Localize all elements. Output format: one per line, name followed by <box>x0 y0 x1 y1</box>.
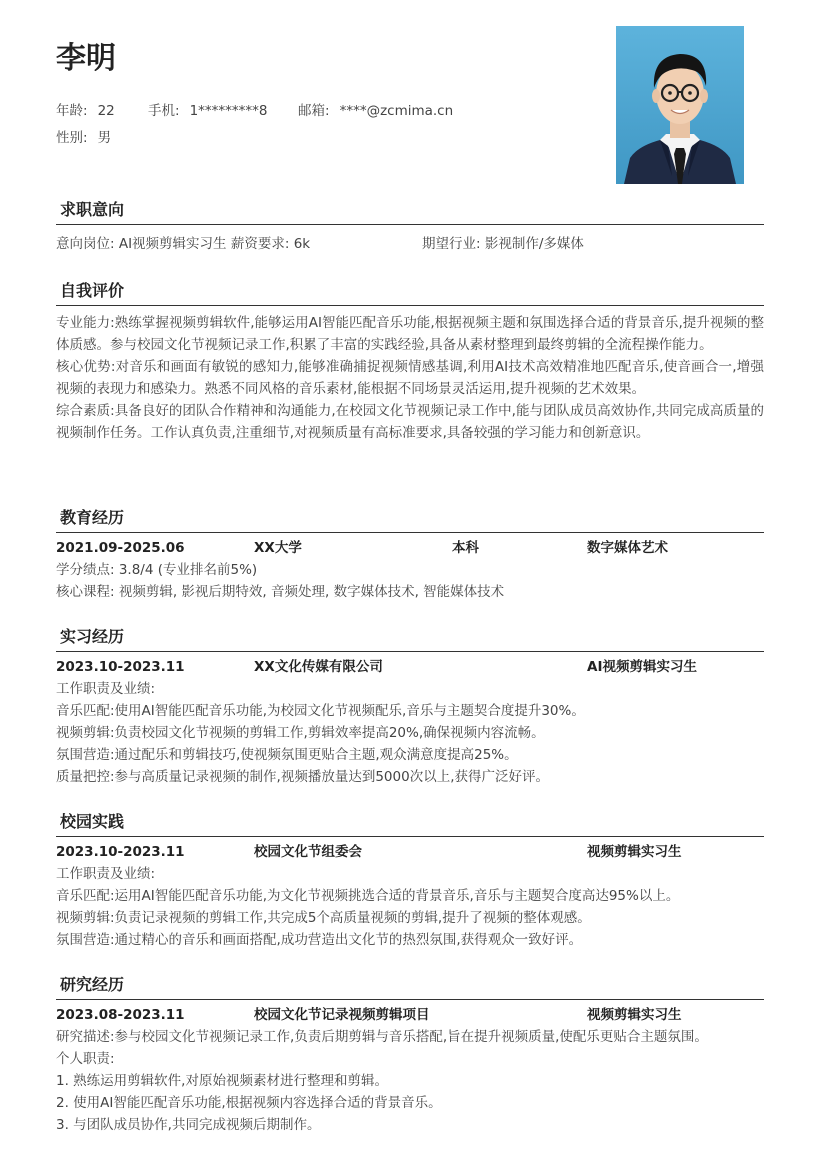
campus-practice-section <box>56 810 764 951</box>
gender-label: 性别: <box>56 130 88 146</box>
internship-role: AI视频剪辑实习生 <box>587 659 697 675</box>
research-line: 3. 与团队成员协作,共同完成视频后期制作。 <box>56 1117 321 1133</box>
internship-period: 2023.10-2023.11 <box>56 659 185 675</box>
age-field <box>56 101 148 121</box>
internship-title: 实习经历 <box>56 625 764 652</box>
campus-role: 视频剪辑实习生 <box>587 844 682 860</box>
research-line: 2. 使用AI智能匹配音乐功能,根据视频内容选择合适的背景音乐。 <box>56 1095 442 1111</box>
campus-header-row <box>56 841 764 863</box>
internship-header-row <box>56 656 764 678</box>
campus-line: 工作职责及业绩: <box>56 866 156 882</box>
candidate-name: 李明 <box>56 41 116 76</box>
research-role: 视频剪辑实习生 <box>587 1007 682 1023</box>
research-header-row <box>56 1004 764 1026</box>
education-section <box>56 506 764 603</box>
personal-info-row-1 <box>56 101 453 121</box>
internship-line: 音乐匹配:使用AI智能匹配音乐功能,为校园文化节视频配乐,音乐与主题契合度提升30%。 <box>56 703 585 719</box>
job-intent-row <box>56 233 764 255</box>
research-title: 研究经历 <box>56 973 764 1000</box>
job-intent-title: 求职意向 <box>56 198 764 225</box>
campus-org: 校园文化节组委会 <box>254 844 362 860</box>
education-title: 教育经历 <box>56 506 764 533</box>
job-intent-section <box>56 198 764 255</box>
internship-line: 视频剪辑:负责校园文化节视频的剪辑工作,剪辑效率提高20%,确保视频内容流畅。 <box>56 725 545 741</box>
campus-line: 氛围营造:通过精心的音乐和画面搭配,成功营造出文化节的热烈氛围,获得观众一致好评。 <box>56 932 583 948</box>
internship-line: 质量把控:参与高质量记录视频的制作,视频播放量达到5000次以上,获得广泛好评。 <box>56 769 549 785</box>
salary-expectation: 薪资要求: 6k <box>230 236 311 252</box>
education-header-row <box>56 537 764 559</box>
self-evaluation-section <box>56 279 764 444</box>
personal-info-row-2 <box>56 128 111 148</box>
campus-line: 视频剪辑:负责记录视频的剪辑工作,共完成5个高质量视频的剪辑,提升了视频的整体观感。 <box>56 910 591 926</box>
email-field <box>298 101 453 121</box>
internship-company: XX文化传媒有限公司 <box>254 659 383 675</box>
profile-photo <box>616 26 744 184</box>
self-evaluation-title: 自我评价 <box>56 279 764 306</box>
phone-field <box>148 101 298 121</box>
self-evaluation-strengths: 核心优势:对音乐和画面有敏锐的感知力,能够准确捕捉视频情感基调,利用AI技术高效精准地匹配音乐,使音画合一,增强视频的表现力和感染力。熟悉不同风格的音乐素材,能根据不同场景灵活运用,提升视频的艺术效果。 <box>56 359 764 397</box>
self-evaluation-professional: 专业能力:熟练掌握视频剪辑软件,能够运用AI智能匹配音乐功能,根据视频主题和氛围选择合适的背景音乐,提升视频的整体质感。参与校园文化节视频记录工作,积累了丰富的实践经验,具备从素材整理到最终剪辑的全流程操作能力。 <box>56 315 764 353</box>
expected-industry: 期望行业: 影视制作/多媒体 <box>422 236 584 252</box>
intended-position: 意向岗位: AI视频剪辑实习生 <box>56 236 227 252</box>
gender-value: 男 <box>97 130 112 146</box>
age-label: 年龄: <box>56 103 88 119</box>
research-project: 校园文化节记录视频剪辑项目 <box>254 1007 430 1023</box>
research-period: 2023.08-2023.11 <box>56 1007 185 1023</box>
campus-line: 音乐匹配:运用AI智能匹配音乐功能,为文化节视频挑选合适的背景音乐,音乐与主题契合度高达95%以上。 <box>56 888 680 904</box>
phone-value: 1*********8 <box>189 103 268 119</box>
self-evaluation-overall: 综合素质:具备良好的团队合作精神和沟通能力,在校园文化节视频记录工作中,能与团队成员高效协作,共同完成高质量的视频制作任务。工作认真负责,注重细节,对视频质量有高标准要求,具备较强的学习能力和创新意识。 <box>56 403 764 441</box>
internship-line: 氛围营造:通过配乐和剪辑技巧,使视频氛围更贴合主题,观众满意度提高25%。 <box>56 747 518 763</box>
job-intent-left <box>56 233 422 255</box>
gender-field <box>56 128 111 148</box>
campus-practice-title: 校园实践 <box>56 810 764 837</box>
campus-period: 2023.10-2023.11 <box>56 844 185 860</box>
email-label: 邮箱: <box>298 103 330 119</box>
education-gpa: 学分绩点: 3.8/4 (专业排名前5%) <box>56 562 258 578</box>
research-line: 1. 熟练运用剪辑软件,对原始视频素材进行整理和剪辑。 <box>56 1073 388 1089</box>
internship-line: 工作职责及业绩: <box>56 681 156 697</box>
research-line: 个人职责: <box>56 1051 115 1067</box>
education-degree: 本科 <box>452 540 479 556</box>
phone-label: 手机: <box>148 103 180 119</box>
research-section <box>56 973 764 1136</box>
internship-section <box>56 625 764 788</box>
education-school: XX大学 <box>254 540 302 556</box>
research-description: 研究描述:参与校园文化节视频记录工作,负责后期剪辑与音乐搭配,旨在提升视频质量,使配乐更贴合主题氛围。 <box>56 1029 708 1045</box>
email-value: ****@zcmima.cn <box>339 103 454 119</box>
age-value: 22 <box>97 103 115 119</box>
education-period: 2021.09-2025.06 <box>56 540 185 556</box>
education-courses: 核心课程: 视频剪辑, 影视后期特效, 音频处理, 数字媒体技术, 智能媒体技术 <box>56 584 505 600</box>
education-major: 数字媒体艺术 <box>587 540 668 556</box>
